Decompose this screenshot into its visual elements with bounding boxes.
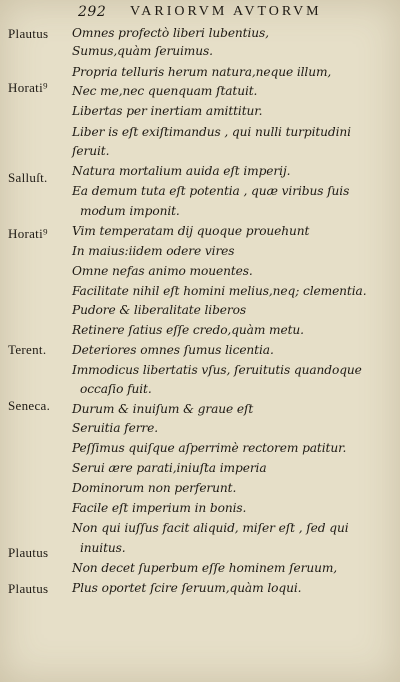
text-line: Facile eſt imperium in bonis. xyxy=(72,501,247,515)
text-line: Deteriores omnes ſumus licentia. xyxy=(72,343,274,357)
text-line: Non decet ſuperbum eſſe hominem ſeruum, xyxy=(72,561,338,575)
author-label-plautus: Plautus xyxy=(8,581,49,596)
text-line: ſeruit. xyxy=(72,144,110,158)
text-line: Non qui iuſſus facit aliquid, miſer eſt , ſed qui xyxy=(72,521,349,535)
text-line: Liber is eſt exiſtimandus , qui nulli turpitudini xyxy=(72,125,351,139)
text-line: Sumus,quàm ſeruimus. xyxy=(72,44,213,58)
author-label-plautus: Plautus xyxy=(8,26,49,41)
text-line: Peſſimus quiſque aſperrimè rectorem patitur. xyxy=(72,441,347,455)
text-line: Pudore & liberalitate liberos xyxy=(72,303,246,317)
text-line: Vim temperatam dij quoque prouehunt xyxy=(72,224,310,238)
text-line: Retinere ſatius eſſe credo,quàm metu. xyxy=(72,323,304,337)
running-head: VARIORVM AVTORVM xyxy=(130,4,322,19)
text-line: Durum & inuiſum & graue eſt xyxy=(72,402,254,416)
text-line: Libertas per inertiam amittitur. xyxy=(72,104,263,118)
text-line: Nec me,nec quenquam ſtatuit. xyxy=(72,84,258,98)
text-line: Natura mortalium auida eſt imperij. xyxy=(72,164,291,178)
text-line: Omne nefas animo mouentes. xyxy=(72,264,253,278)
text-line: occaſio fuit. xyxy=(80,382,152,396)
page-header xyxy=(78,4,388,24)
author-label-horatius: Horati⁹ xyxy=(8,80,48,95)
page-number: 292 xyxy=(78,4,107,20)
text-line: Omnes profectò liberi lubentius, xyxy=(72,26,269,40)
author-label-seneca: Seneca. xyxy=(8,398,51,413)
text-line: Facilitate nihil eſt homini melius,neq; clementia. xyxy=(72,284,367,298)
text-line: Ea demum tuta eſt potentia , quæ viribus ſuis xyxy=(72,184,350,198)
text-line: Dominorum non perferunt. xyxy=(72,481,237,495)
author-label-terence: Terent. xyxy=(8,342,47,357)
author-label-horatius: Horati⁹ xyxy=(8,226,48,241)
text-line: In maius:iidem odere vires xyxy=(72,244,235,258)
text-line: Serui ære parati,iniuſta imperia xyxy=(72,461,267,475)
author-label-plautus: Plautus xyxy=(8,545,49,560)
text-line: Seruitia ferre. xyxy=(72,421,159,435)
text-line: Propria telluris herum natura,neque illum, xyxy=(72,65,332,79)
text-line: Plus oportet ſcire ſeruum,quàm loqui. xyxy=(72,581,302,595)
text-line: Immodicus libertatis vſus, ſeruitutis quandoque xyxy=(72,363,362,377)
author-label-sallust: Salluſt. xyxy=(8,170,48,185)
text-line: inuitus. xyxy=(80,541,126,555)
text-line: modum imponit. xyxy=(80,204,180,218)
